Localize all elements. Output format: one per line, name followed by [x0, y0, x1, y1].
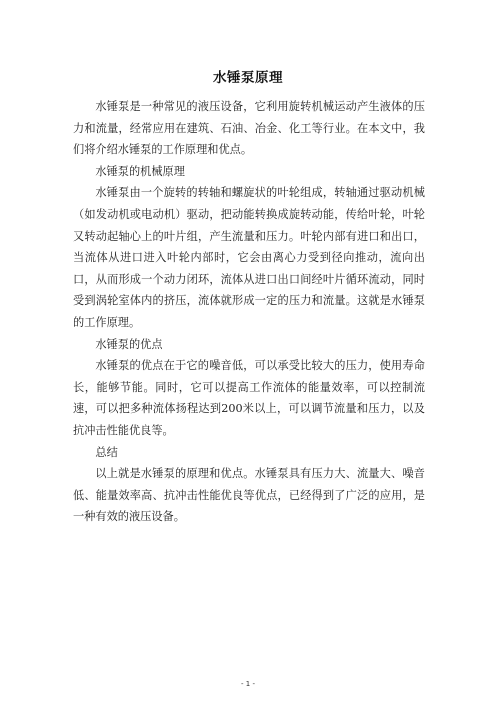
page-number: - 1 - [241, 680, 255, 688]
section-heading-advantages: 水锤泵的优点 [95, 337, 163, 351]
advantages-paragraph: 水锤泵的优点在于它的噪音低，可以承受比较大的压力，使用寿命长，能够节能。同时，它可以提高工作流体的能量效率，可以控制流速，可以把多种流体扬程达到200米以上，可以调节流量和压力，以及抗冲击性能优良等。 [73, 359, 425, 437]
summary-paragraph: 以上就是水锤泵的原理和优点。水锤泵具有压力大、流量大、噪音低、能量效率高、抗冲击性能优良等优点，已经得到了广泛的应用，是一种有效的液压设备。 [73, 467, 425, 524]
section-heading-summary: 总结 [95, 445, 118, 459]
mechanism-paragraph: 水锤泵由一个旋转的转轴和螺旋状的叶轮组成，转轴通过驱动机械（如发动机或电动机）驱动，把动能转换成旋转动能，传给叶轮，叶轮又转动起轴心上的叶片组，产生流量和压力。叶轮内部有进口和出口，当流体从进口进入叶轮内部时，它会由离心力受到径向推动，流向出口，从而形成一个动力闭环，流体从进口出口间经叶片循环流动，同时受到涡轮室体内的挤压，流体就形成一定的压力和流量。这就是水锤泵的工作原理。 [73, 186, 425, 329]
section-heading-mechanism: 水锤泵的机械原理 [95, 164, 185, 178]
document-title: 水锤泵原理 [213, 70, 283, 86]
document-body [73, 96, 425, 528]
intro-paragraph: 水锤泵是一种常见的液压设备，它利用旋转机械运动产生液体的压力和流量，经常应用在建筑、石油、冶金、化工等行业。在本文中，我们将介绍水锤泵的工作原理和优点。 [73, 100, 425, 157]
